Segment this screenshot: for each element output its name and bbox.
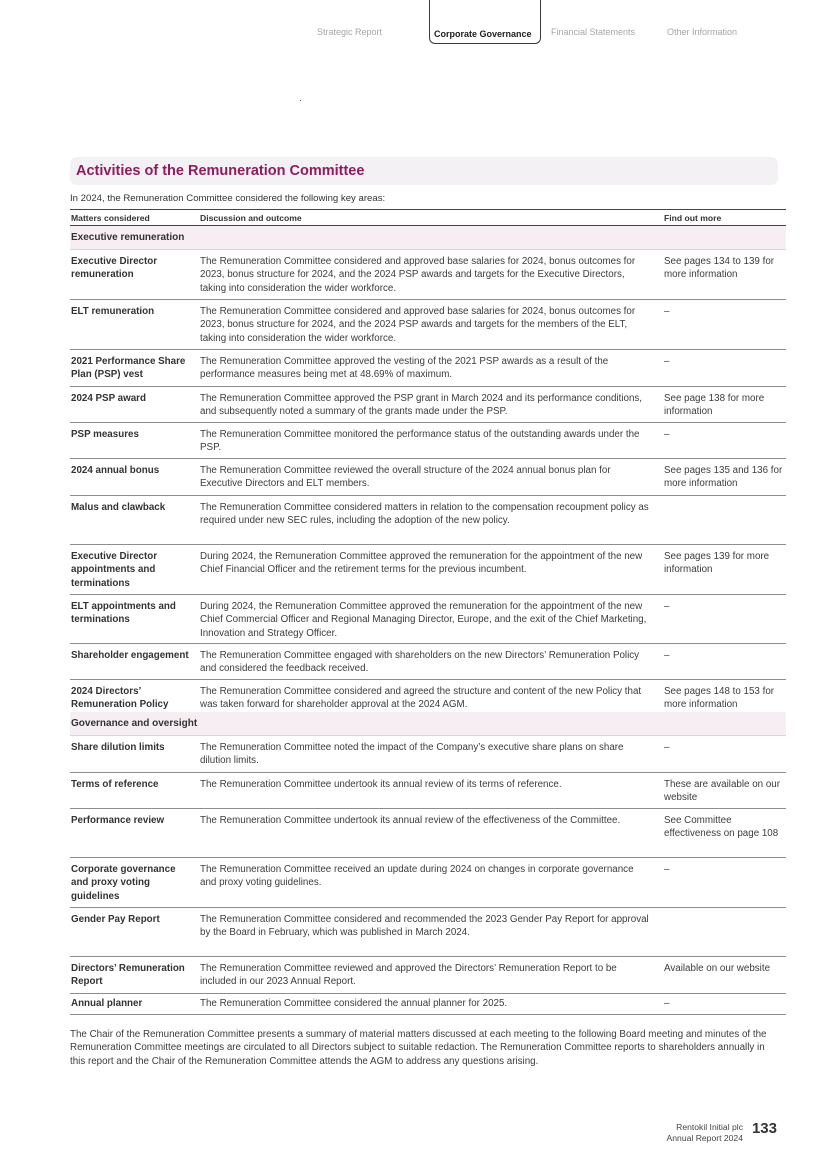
section-nav [0,0,825,48]
matter-cell: Executive Director appointments and terminations [71,551,158,589]
discussion-cell: The Remuneration Committee reviewed and approved the Directors’ Remuneration Report to be included in our 2023 Annual Report. [200,963,617,988]
table-row [70,595,786,644]
matter-cell: 2024 PSP award [71,393,146,404]
tab-corporate-governance[interactable]: Corporate Governance [429,0,541,44]
footer-company-name: Rentokil Initial plc [676,1122,743,1132]
table-row [70,680,786,712]
discussion-cell: During 2024, the Remuneration Committee approved the remuneration for the appointment of the new Chief Commercial Officer and Regional Managing Director, Europe, and the exit of the Chief Marketing, Innovation and Strategy Officer. [200,601,647,639]
matter-cell: 2024 annual bonus [71,465,160,476]
tab-other-information[interactable]: Other Information [667,27,738,37]
find-out-more-cell: – [664,650,670,661]
header-discussion: Discussion and outcome [200,213,302,223]
table-row [70,736,786,773]
stray-mark [300,100,301,101]
group-governance-oversight: Governance and oversight [70,712,786,736]
discussion-cell: The Remuneration Committee considered and recommended the 2023 Gender Pay Report for approval by the Board in February, which was published in March 2024. [200,914,649,939]
table-row [70,809,786,858]
find-out-more-cell: – [664,864,670,875]
table-row [70,387,786,423]
find-out-more-cell: See pages 135 and 136 for more information [664,465,783,490]
table-row [70,250,786,300]
table-row [70,644,786,680]
header-matters: Matters considered [71,213,150,223]
table-row [70,350,786,387]
table-row [70,459,786,496]
discussion-cell: The Remuneration Committee received an update during 2024 on changes in corporate governance and proxy voting guidelines. [200,864,634,889]
table-row [70,300,786,350]
group-executive-remuneration: Executive remuneration [70,226,786,250]
find-out-more-cell: – [664,742,670,753]
matter-cell: ELT remuneration [71,306,155,317]
discussion-cell: During 2024, the Remuneration Committee approved the remuneration for the appointment of the new Chief Financial Officer and the retirement terms for the previous incumbent. [200,551,643,576]
table-row [70,994,786,1015]
discussion-cell: The Remuneration Committee monitored the performance status of the outstanding awards under the PSP. [200,429,640,454]
table-row [70,496,786,545]
matter-cell: ELT appointments and terminations [71,601,176,626]
table-header [70,209,786,226]
find-out-more-cell: – [664,601,670,612]
discussion-cell: The Remuneration Committee engaged with shareholders on the new Directors’ Remuneration Policy and considered the feedback received. [200,650,640,675]
table-row [70,858,786,908]
intro-text: In 2024, the Remuneration Committee considered the following key areas: [70,193,386,204]
find-out-more-cell: See page 138 for more information [664,393,765,418]
discussion-cell: The Remuneration Committee considered and agreed the structure and content of the new Policy that was taken forward for shareholder approval at the 2024 AGM. [200,686,642,711]
summary-paragraph: The Chair of the Remuneration Committee presents a summary of material matters discussed at each meeting to the following Board meeting and minutes of the Remuneration Committee meetings are circulated to all Directors subject to suitable redaction. The Remuneration Committee reports to shareholders annually in this report and the Chair of the Remuneration Committee attends the AGM to address any questions arising. [70,1029,767,1067]
tab-strategic-report[interactable]: Strategic Report [317,27,383,37]
header-find-out-more: Find out more [664,213,722,223]
activities-table [70,209,786,1015]
matter-cell: Performance review [71,815,165,826]
find-out-more-cell: See Committee effectiveness on page 108 [664,815,779,840]
section-header [70,157,778,185]
discussion-cell: The Remuneration Committee approved the PSP grant in March 2024 and its performance conditions, and subsequently noted a summary of the grants made under the PSP. [200,393,643,418]
table-row [70,773,786,809]
find-out-more-cell: See pages 148 to 153 for more information [664,686,775,711]
find-out-more-cell: Available on our website [664,963,771,974]
find-out-more-cell: See pages 139 for more information [664,551,770,576]
matter-cell: Terms of reference [71,779,159,790]
footer-company [667,1122,743,1143]
matter-cell: 2021 Performance Share Plan (PSP) vest [71,356,186,381]
section-title: Activities of the Remuneration Committee [76,163,365,179]
footer-report-name: Annual Report 2024 [666,1132,743,1143]
discussion-cell: The Remuneration Committee noted the impact of the Company’s executive share plans on share dilution limits. [200,742,624,767]
tab-financial-statements[interactable]: Financial Statements [551,27,636,37]
matter-cell: PSP measures [71,429,139,440]
discussion-cell: The Remuneration Committee considered and approved base salaries for 2024, bonus outcomes for 2023, bonus structure for 2024, and the 2024 PSP awards and targets for the members of the ELT, taking into consideration the wider workforce. [200,306,636,344]
matter-cell: Share dilution limits [71,742,165,753]
find-out-more-cell: These are available on our website [664,779,781,804]
matter-cell: Executive Director remuneration [71,256,158,281]
find-out-more-cell: – [664,998,670,1009]
matter-cell: Gender Pay Report [71,914,160,925]
discussion-cell: The Remuneration Committee undertook its annual review of the effectiveness of the Committee. [200,815,621,826]
discussion-cell: The Remuneration Committee reviewed the overall structure of the 2024 annual bonus plan for Executive Directors and ELT members. [200,465,611,490]
matter-cell: Malus and clawback [71,502,166,513]
discussion-cell: The Remuneration Committee considered the annual planner for 2025. [200,998,508,1009]
table-row [70,908,786,957]
find-out-more-cell: – [664,356,670,367]
discussion-cell: The Remuneration Committee considered matters in relation to the compensation recoupment policy as required under new SEC rules, including the adoption of the new policy. [200,502,649,527]
discussion-cell: The Remuneration Committee approved the vesting of the 2021 PSP awards as a result of the performance measures being met at 48.69% of maximum. [200,356,609,381]
matter-cell: Directors’ Remuneration Report [71,963,185,988]
discussion-cell: The Remuneration Committee considered and approved base salaries for 2024, bonus outcomes for 2023, bonus structure for 2024, and the 2024 PSP awards and targets for the Executive Directors, taking into consideration the wider workforce. [200,256,636,294]
matter-cell: 2024 Directors’ Remuneration Policy [71,686,169,711]
matter-cell: Annual planner [71,998,143,1009]
find-out-more-cell: See pages 134 to 139 for more information [664,256,775,281]
matter-cell: Shareholder engagement [71,650,189,661]
table-row [70,545,786,595]
find-out-more-cell: – [664,306,670,317]
table-row [70,957,786,994]
find-out-more-cell: – [664,429,670,440]
page-number: 133 [751,1120,777,1137]
table-row [70,423,786,459]
discussion-cell: The Remuneration Committee undertook its annual review of its terms of reference. [200,779,562,790]
matter-cell: Corporate governance and proxy voting guidelines [71,864,176,902]
